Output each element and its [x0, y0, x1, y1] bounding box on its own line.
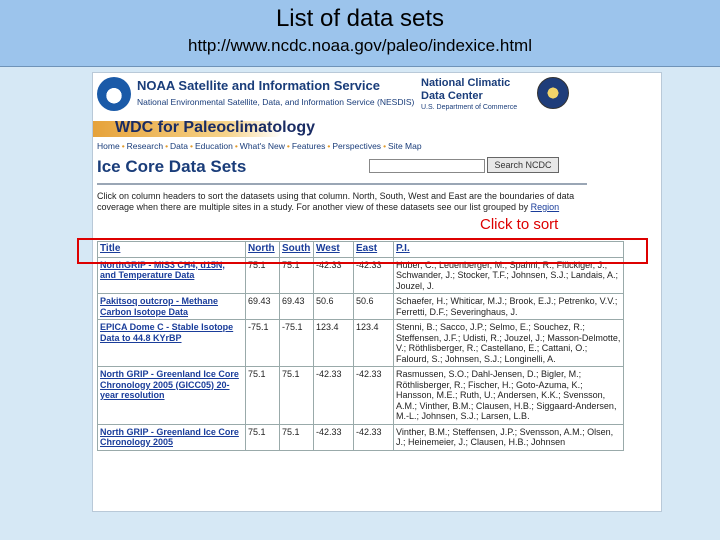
cell-south: 69.43 [280, 294, 314, 320]
cell-north: 69.43 [246, 294, 280, 320]
wdc-title[interactable]: WDC for Paleoclimatology [115, 119, 316, 136]
cell-south: 75.1 [280, 424, 314, 450]
click-to-sort-annotation: Click to sort [480, 216, 559, 233]
nav-item-whats-new[interactable]: What's New [239, 141, 285, 151]
cell-pi: Vinther, B.M.; Steffensen, J.P.; Svensson, A.M.; Olsen, J.; Heinemeier, J.; Clausen, H.B.; Johnsen [394, 424, 624, 450]
cell-north: 75.1 [246, 257, 280, 294]
search-button[interactable]: Search NCDC [487, 157, 559, 173]
region-link[interactable]: Region [530, 202, 560, 212]
col-header-east[interactable]: East [354, 242, 394, 258]
title-divider [97, 183, 587, 185]
noaa-logo-icon[interactable] [97, 77, 131, 111]
ncdc-line2: Data Center [421, 90, 483, 102]
cell-south: 75.1 [280, 367, 314, 425]
site-nav: Home • Research • Data • Education • What's New • Features • Perspectives • Site Map [97, 141, 422, 151]
site-header [93, 73, 661, 115]
cell-north: 75.1 [246, 424, 280, 450]
page-title: Ice Core Data Sets [97, 157, 247, 176]
datasets-table [97, 241, 624, 451]
intro-paragraph [97, 191, 577, 213]
col-header-pi[interactable]: P.I. [394, 242, 624, 258]
dataset-title-link[interactable]: Pakitsoq outcrop - Methane Carbon Isotope Data [98, 294, 246, 320]
cell-north: -75.1 [246, 320, 280, 367]
dataset-title-link[interactable]: North GRIP - Greenland Ice Core Chronology 2005 (GICC05) 20-year resolution [98, 367, 246, 425]
cell-west: -42.33 [314, 257, 354, 294]
cell-east: 123.4 [354, 320, 394, 367]
slide-title: List of data sets [275, 5, 445, 32]
slide-url: http://www.ncdc.noaa.gov/paleo/indexice.html [188, 36, 532, 55]
dataset-title-link[interactable]: North GRIP - Greenland Ice Core Chronology 2005 [98, 424, 246, 450]
cell-south: 75.1 [280, 257, 314, 294]
cell-pi: Rasmussen, S.O.; Dahl-Jensen, D.; Bigler, M.; Röthlisberger, R.; Fischer, H.; Goto-Azuma, K.; Hansson, M.E.; Ruth, U.; Andersen, K.K.; Svensson, A.M.; Vinther, B.M.; Clausen, H.B.; Siggaard-Andersen, M.-L.; Johnsen, S.J.; Larsen, L.B. [394, 367, 624, 425]
webpage-screenshot [92, 72, 662, 512]
ncdc-line3: U.S. Department of Commerce [421, 104, 518, 111]
table-row [98, 424, 624, 450]
cell-east: -42.33 [354, 424, 394, 450]
nav-item-education[interactable]: Education [195, 141, 233, 151]
cell-south: -75.1 [280, 320, 314, 367]
cell-west: 123.4 [314, 320, 354, 367]
cell-pi: Huber, C.; Leuenberger, M.; Spahni, R.; Flückiger, J.; Schwander, J.; Stocker, T.F.; Johnsen, S.J.; Landais, A.; Jouzel, J. [394, 257, 624, 294]
dataset-title-link[interactable]: NorthGRIP - MIS3 CH4, d15N, and Temperature Data [98, 257, 246, 294]
intro-text: Click on column headers to sort the datasets using that column. North, South, West and East are the boundaries of data coverage when there are multiple sites in a study. For another view of these datasets see our list grouped by [97, 191, 575, 212]
col-header-north[interactable]: North [246, 242, 280, 258]
nav-item-research[interactable]: Research [126, 141, 164, 151]
cell-west: -42.33 [314, 367, 354, 425]
dataset-title-link[interactable]: EPICA Dome C - Stable Isotope Data to 44.8 KYrBP [98, 320, 246, 367]
nav-item-perspectives[interactable]: Perspectives [332, 141, 382, 151]
ncdc-line1: National Climatic [421, 77, 511, 89]
slide-title-bar [0, 0, 720, 67]
nav-item-data[interactable]: Data [170, 141, 189, 151]
commerce-seal-icon[interactable] [537, 77, 569, 109]
cell-pi: Stenni, B.; Sacco, J.P.; Selmo, E.; Souchez, R.; Steffensen, J.F.; Udisti, R.; Jouzel, J.; Masson-Delmotte, V.; Röthlisberger, R.; Castellano, E.; Cattani, O.; Falourd, S.; Johnsen, S.J.; Longinelli, A. [394, 320, 624, 367]
col-header-title[interactable]: Title [98, 242, 246, 258]
cell-north: 75.1 [246, 367, 280, 425]
cell-west: -42.33 [314, 424, 354, 450]
org-subtitle: National Environmental Satellite, Data, and Information Service (NESDIS) [137, 97, 415, 107]
org-name: NOAA Satellite and Information Service [137, 78, 380, 93]
nav-item-features[interactable]: Features [291, 141, 326, 151]
col-header-south[interactable]: South [280, 242, 314, 258]
nav-item-site-map[interactable]: Site Map [388, 141, 422, 151]
cell-east: -42.33 [354, 257, 394, 294]
col-header-west[interactable]: West [314, 242, 354, 258]
table-row [98, 367, 624, 425]
table-row [98, 294, 624, 320]
nav-item-home[interactable]: Home [97, 141, 120, 151]
search-input[interactable] [369, 159, 485, 173]
table-row [98, 320, 624, 367]
cell-east: 50.6 [354, 294, 394, 320]
cell-west: 50.6 [314, 294, 354, 320]
cell-east: -42.33 [354, 367, 394, 425]
cell-pi: Schaefer, H.; Whiticar, M.J.; Brook, E.J.; Petrenko, V.V.; Ferretti, D.F.; Severinghaus, J. [394, 294, 624, 320]
header-highlight-box [77, 238, 648, 264]
